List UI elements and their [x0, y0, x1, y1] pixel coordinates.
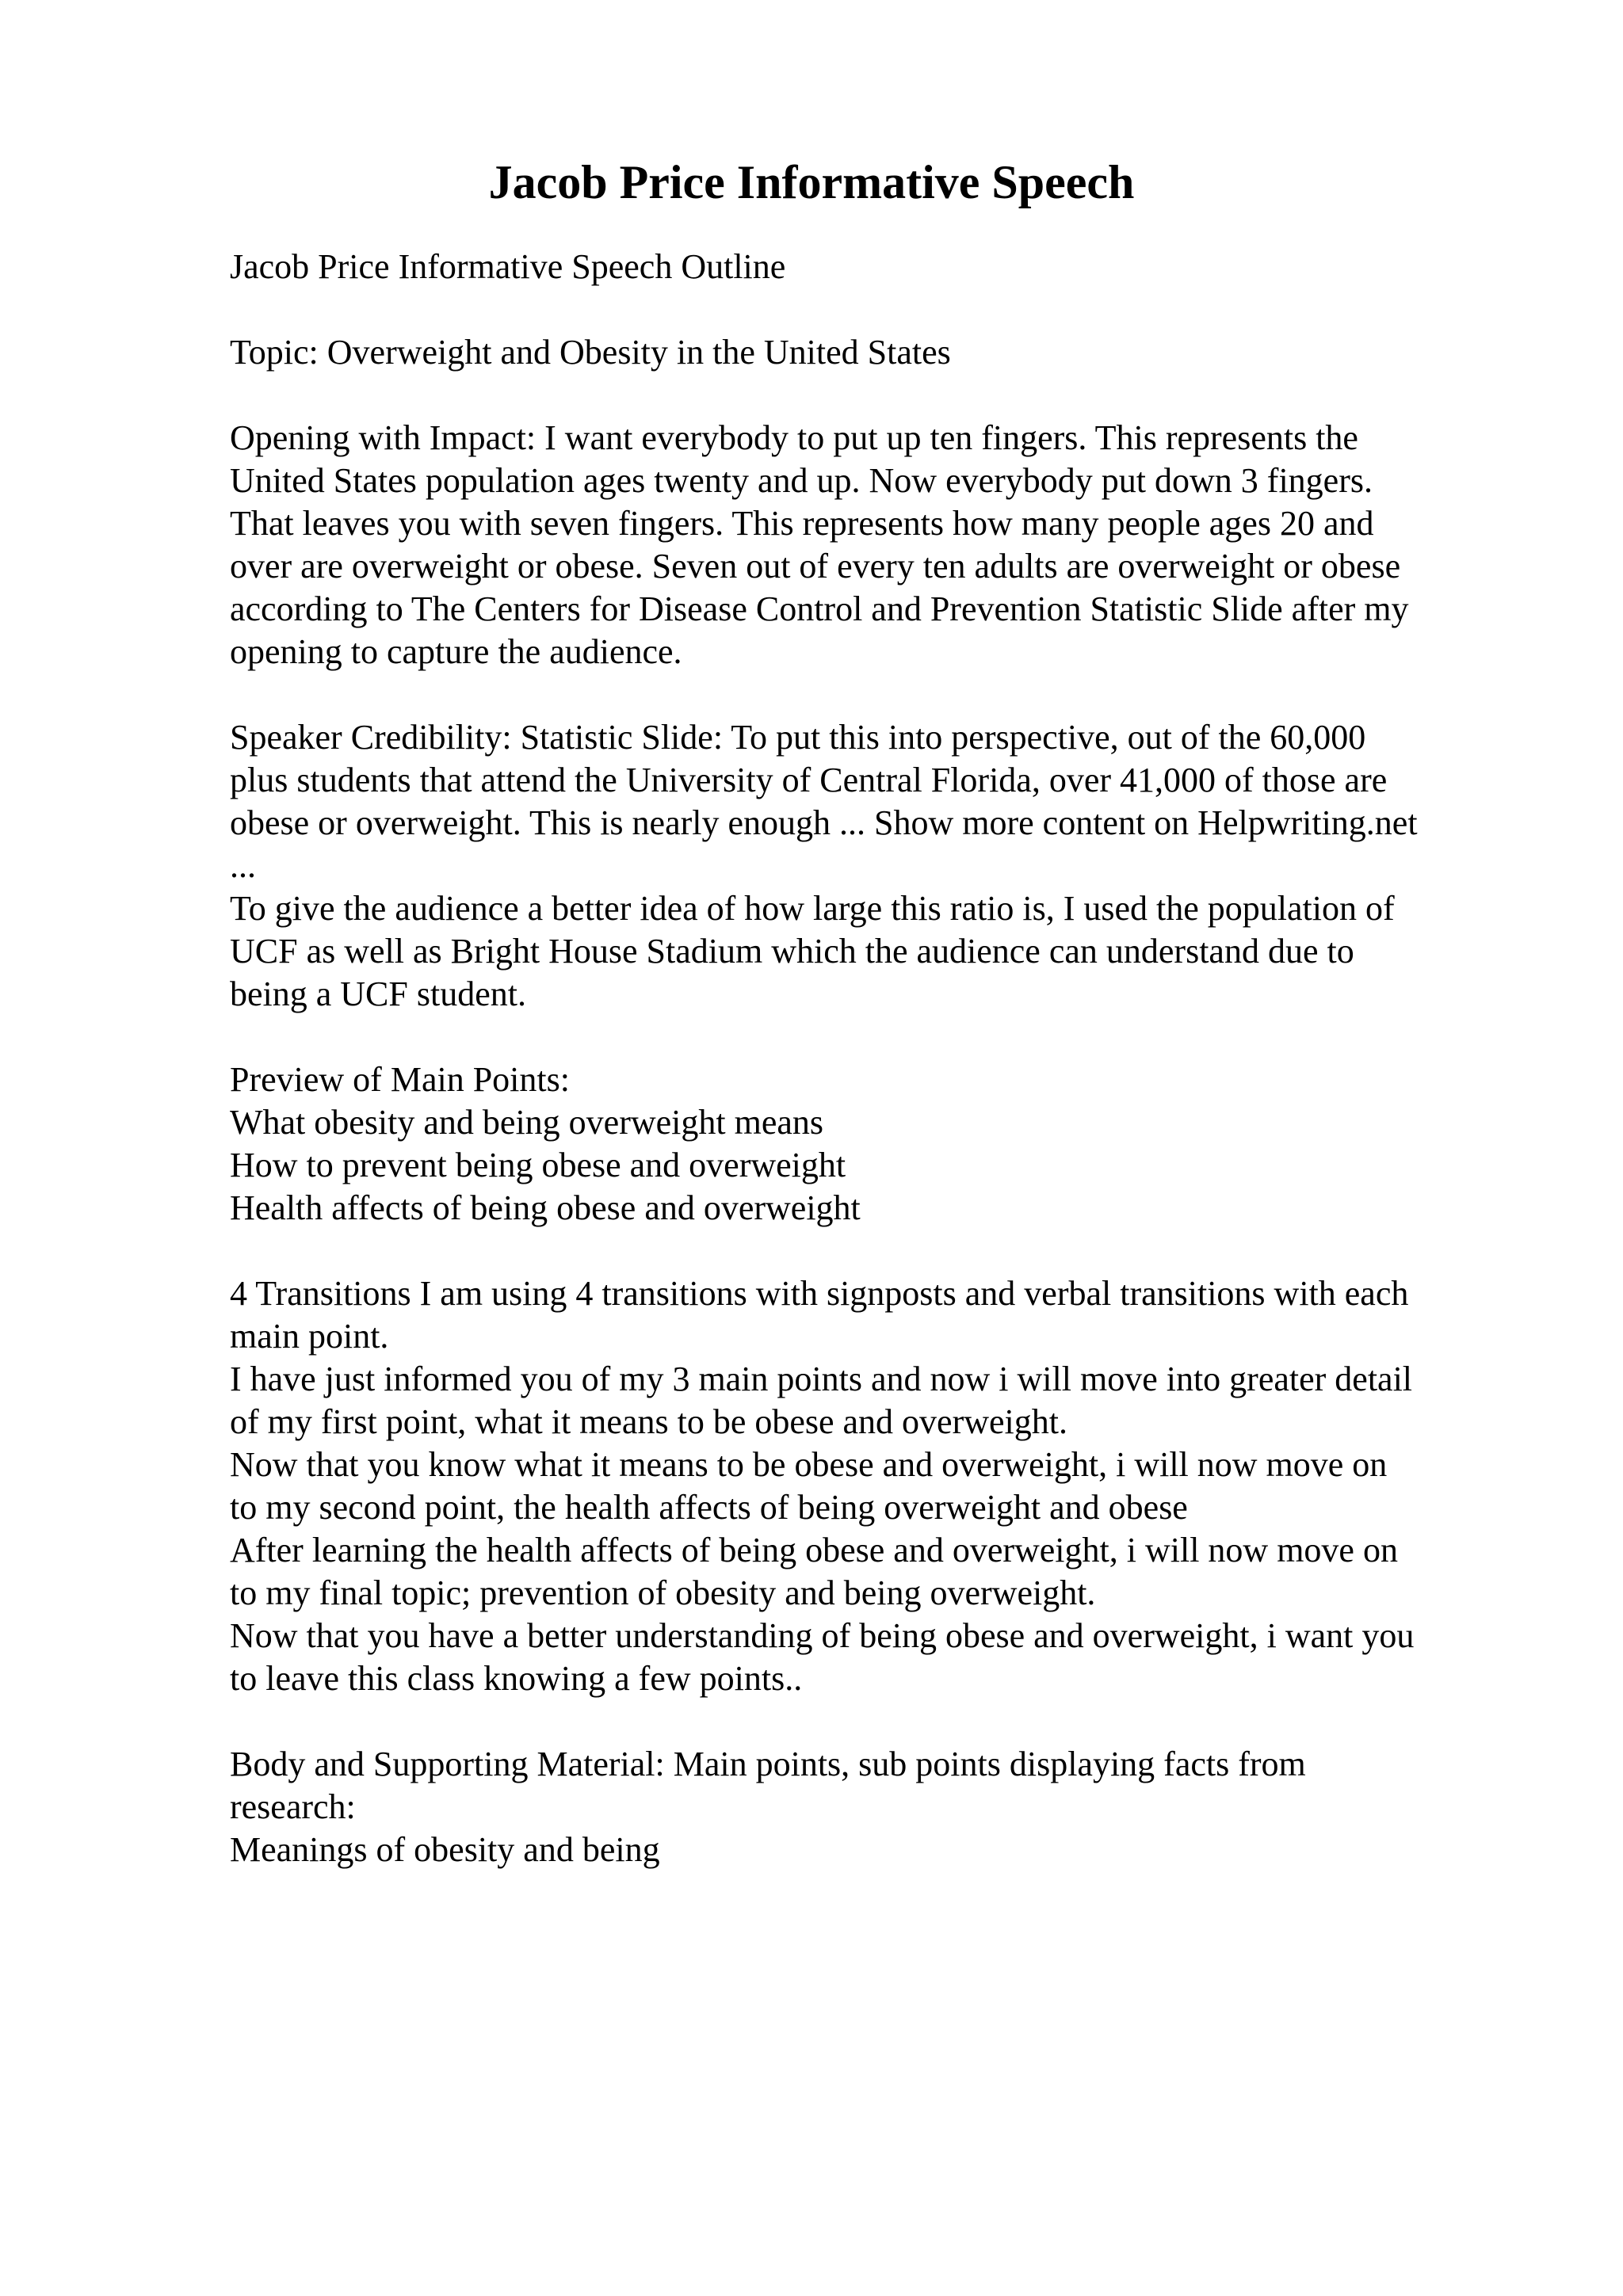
paragraph	[230, 1743, 1506, 1871]
paragraph	[230, 331, 1506, 374]
text-line: plus students that attend the University of Central Florida, over 41,000 of those are	[230, 761, 1388, 799]
text-line: Health affects of being obese and overweight	[230, 1188, 861, 1227]
text-line: over are overweight or obese. Seven out of every ten adults are overweight or obese	[230, 547, 1401, 585]
text-line: according to The Centers for Disease Control and Prevention Statistic Slide after my	[230, 589, 1409, 628]
text-line: main point.	[230, 1317, 389, 1356]
document-body	[230, 246, 1506, 1914]
text-line: How to prevent being obese and overweight	[230, 1146, 846, 1184]
text-line: to my second point, the health affects of being overweight and obese	[230, 1488, 1188, 1527]
text-line: United States population ages twenty and up. Now everybody put down 3 fingers.	[230, 461, 1373, 500]
text-line: research:	[230, 1787, 356, 1826]
text-line: 4 Transitions I am using 4 transitions with signposts and verbal transitions with each	[230, 1274, 1409, 1313]
text-line: being a UCF student.	[230, 974, 526, 1013]
paragraph	[230, 246, 1506, 288]
text-line: to my final topic; prevention of obesity and being overweight.	[230, 1573, 1096, 1612]
document-title: Jacob Price Informative Speech	[488, 156, 1135, 208]
text-line: Now that you know what it means to be obese and overweight, i will now move on	[230, 1445, 1388, 1484]
text-line: Now that you have a better understanding of being obese and overweight, i want you	[230, 1616, 1415, 1655]
paragraph	[230, 417, 1506, 673]
text-line: obese or overweight. This is nearly enough ... Show more content on Helpwriting.net	[230, 803, 1418, 842]
text-line: Speaker Credibility: Statistic Slide: To put this into perspective, out of the 60,000	[230, 718, 1366, 757]
text-line: opening to capture the audience.	[230, 632, 682, 671]
text-line: After learning the health affects of being obese and overweight, i will now move on	[230, 1531, 1398, 1569]
text-line: Meanings of obesity and being	[230, 1830, 660, 1869]
text-line: Opening with Impact: I want everybody to put up ten fingers. This represents the	[230, 418, 1358, 457]
text-line: Topic: Overweight and Obesity in the United States	[230, 333, 951, 372]
paragraph	[230, 1272, 1506, 1700]
text-line: Preview of Main Points:	[230, 1060, 570, 1099]
text-line: of my first point, what it means to be obese and overweight.	[230, 1402, 1067, 1441]
text-line: Jacob Price Informative Speech Outline	[230, 247, 786, 286]
text-line: ...	[230, 846, 256, 885]
paragraph	[230, 1058, 1506, 1230]
text-line: Body and Supporting Material: Main points, sub points displaying facts from	[230, 1745, 1306, 1783]
text-line: UCF as well as Bright House Stadium which the audience can understand due to	[230, 932, 1354, 971]
text-line: I have just informed you of my 3 main points and now i will move into greater detail	[230, 1360, 1413, 1398]
text-line: What obesity and being overweight means	[230, 1103, 824, 1142]
text-line: That leaves you with seven fingers. This represents how many people ages 20 and	[230, 504, 1374, 543]
text-line: To give the audience a better idea of how large this ratio is, I used the population of	[230, 889, 1395, 928]
paragraph	[230, 716, 1506, 1016]
text-line: to leave this class knowing a few points..	[230, 1659, 803, 1698]
